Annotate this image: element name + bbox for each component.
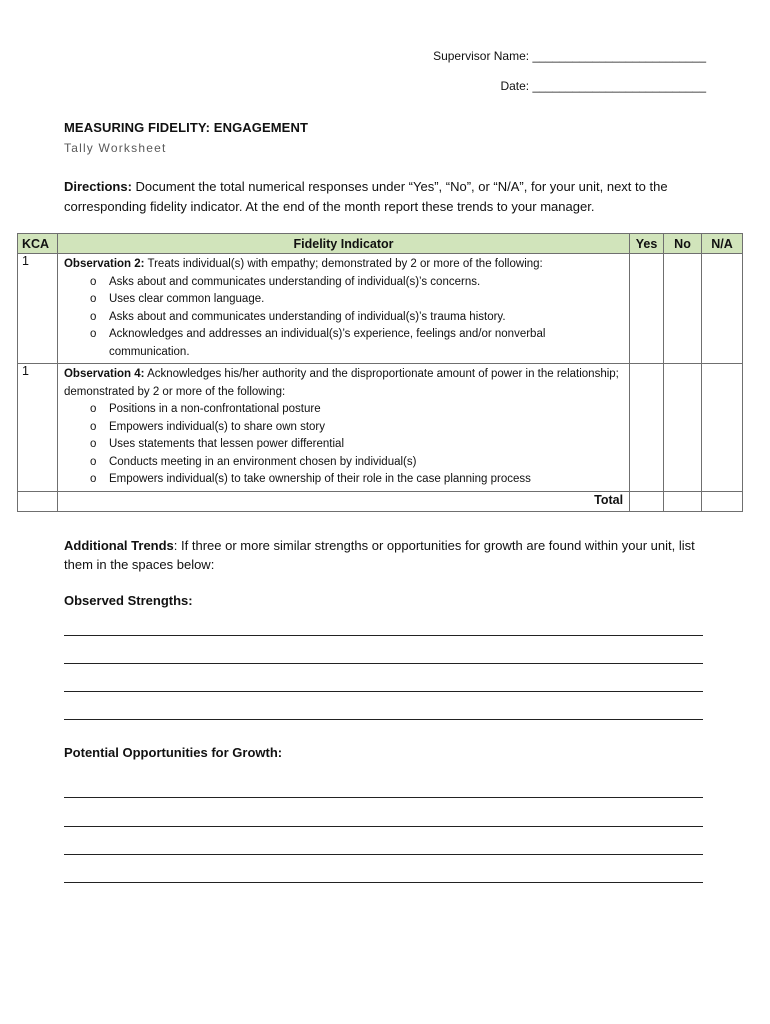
bullet-icon: o <box>89 328 97 340</box>
na-tally-cell[interactable] <box>702 254 743 364</box>
indicator-list <box>64 274 623 362</box>
opportunities-line-2[interactable] <box>64 826 703 827</box>
page-subtitle: Tally Worksheet <box>64 141 167 155</box>
directions-text: Document the total numerical responses under “Yes”, “No”, or “N/A”, for your unit, next to the corresponding fidelity indicator. At the end of the month report these trends to your manager. <box>64 179 668 214</box>
indicator-cell <box>57 254 629 364</box>
kca-cell: 1 <box>18 254 58 364</box>
directions-paragraph <box>64 177 714 217</box>
list-item-text: Asks about and communicates understanding of individual(s)’s concerns. <box>108 275 481 288</box>
bullet-icon: o <box>89 275 97 288</box>
bullet-icon: o <box>89 420 97 433</box>
strengths-line-1[interactable] <box>64 635 703 636</box>
indicator-list <box>64 401 623 489</box>
strengths-line-3[interactable] <box>64 691 703 692</box>
total-kca-cell <box>18 491 58 511</box>
kca-cell: 1 <box>18 364 58 492</box>
observation-heading <box>64 366 623 401</box>
opportunities-heading: Potential Opportunities for Growth: <box>64 745 283 760</box>
bullet-icon: o <box>89 455 97 468</box>
table-row <box>18 364 743 492</box>
opportunities-line-1[interactable] <box>64 797 703 798</box>
total-row <box>18 491 743 511</box>
list-item-text: Empowers individual(s) to share own story <box>108 420 326 433</box>
list-item <box>90 309 623 327</box>
no-tally-cell[interactable] <box>664 254 702 364</box>
list-item <box>90 291 623 309</box>
bullet-icon: o <box>89 403 97 415</box>
table-header-row <box>18 234 743 254</box>
observation-label: Observation 4: <box>63 368 145 380</box>
strengths-line-2[interactable] <box>64 663 703 664</box>
list-item <box>90 419 623 437</box>
table-row <box>18 254 743 364</box>
bullet-icon: o <box>89 293 97 305</box>
list-item-text: Acknowledges and addresses an individual(s)’s experience, feelings and/or nonverbal communication. <box>108 328 546 358</box>
strengths-line-4[interactable] <box>64 719 703 720</box>
list-item-text: Conducts meeting in an environment chosen by individual(s) <box>108 455 417 468</box>
bullet-icon: o <box>89 473 97 485</box>
column-header-yes: Yes <box>630 234 664 254</box>
no-total-cell[interactable] <box>664 491 702 511</box>
date-label: Date: <box>500 79 530 93</box>
supervisor-name-field[interactable] <box>433 49 706 63</box>
observation-text: Acknowledges his/her authority and the disproportionate amount of power in the relationship; demonstrated by 2 or more of the following: <box>63 368 619 398</box>
additional-trends-text: : If three or more similar strengths or opportunities for growth are found within your unit, list them in the spaces below: <box>64 538 695 572</box>
list-item <box>90 454 623 472</box>
na-tally-cell[interactable] <box>702 364 743 492</box>
page-title: MEASURING FIDELITY: ENGAGEMENT <box>64 120 308 135</box>
additional-trends-paragraph <box>64 536 714 574</box>
fidelity-table <box>17 233 743 512</box>
bullet-icon: o <box>89 310 97 323</box>
observation-label: Observation 2: <box>63 258 145 270</box>
yes-total-cell[interactable] <box>630 491 664 511</box>
supervisor-name-label: Supervisor Name: <box>433 49 530 63</box>
list-item-text: Asks about and communicates understanding of individual(s)’s trauma history. <box>108 310 506 323</box>
additional-trends-label: Additional Trends <box>64 538 174 553</box>
yes-tally-cell[interactable] <box>630 364 664 492</box>
column-header-na: N/A <box>702 234 743 254</box>
observation-text: Treats individual(s) with empathy; demonstrated by 2 or more of the following: <box>144 258 543 270</box>
supervisor-name-blank[interactable]: __________________________ <box>532 49 706 63</box>
list-item <box>90 274 623 292</box>
column-header-indicator: Fidelity Indicator <box>57 234 629 254</box>
list-item <box>90 471 623 489</box>
indicator-cell <box>57 364 629 492</box>
observation-heading <box>64 256 623 274</box>
list-item <box>90 326 623 361</box>
list-item-text: Uses clear common language. <box>108 293 265 305</box>
directions-label: Directions: <box>64 179 132 194</box>
opportunities-line-3[interactable] <box>64 854 703 855</box>
list-item-text: Empowers individual(s) to take ownership of their role in the case planning process <box>108 473 531 485</box>
yes-tally-cell[interactable] <box>630 254 664 364</box>
observed-strengths-heading: Observed Strengths: <box>64 593 193 608</box>
list-item <box>90 436 623 454</box>
date-field[interactable] <box>500 79 706 93</box>
column-header-no: No <box>664 234 702 254</box>
opportunities-line-4[interactable] <box>64 882 703 883</box>
list-item-text: Positions in a non-confrontational posture <box>108 403 321 415</box>
date-blank[interactable]: __________________________ <box>532 79 706 93</box>
column-header-kca: KCA <box>18 234 58 254</box>
total-label: Total <box>57 491 629 511</box>
no-tally-cell[interactable] <box>664 364 702 492</box>
list-item <box>90 401 623 419</box>
na-total-cell[interactable] <box>702 491 743 511</box>
bullet-icon: o <box>89 438 97 450</box>
list-item-text: Uses statements that lessen power differential <box>108 438 345 450</box>
